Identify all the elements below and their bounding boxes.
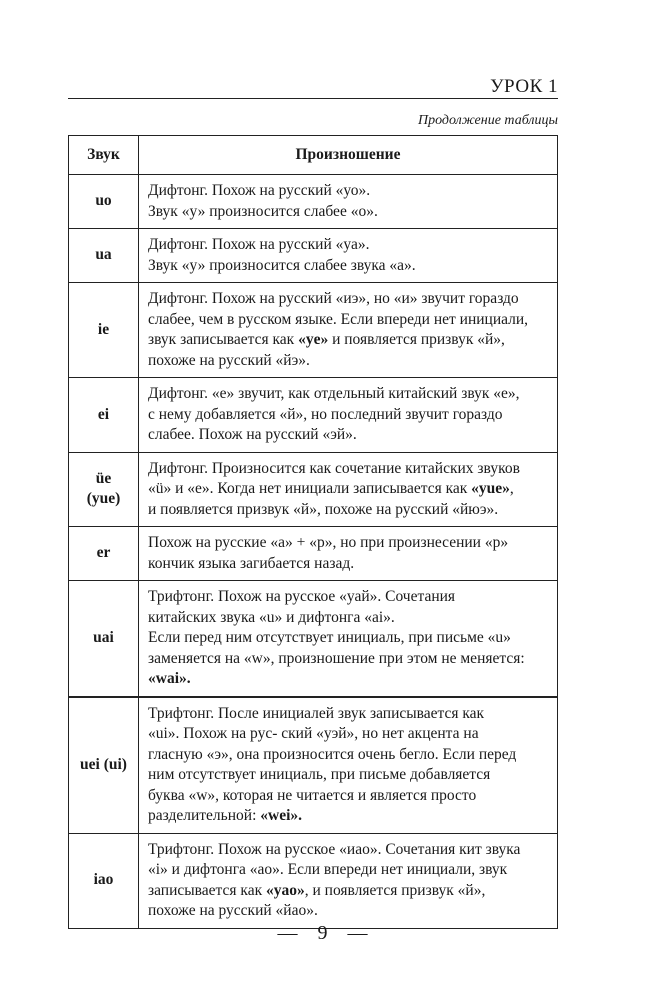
text-line: слабее. Похож на русский «эй».	[148, 426, 357, 443]
text-line: Звук «у» произносится слабее звука «а».	[148, 256, 416, 274]
pronunciation-cell	[139, 527, 558, 581]
pronunciation-cell	[139, 581, 558, 697]
footer-dash-left: —	[277, 922, 298, 944]
text-line: с нему добавляется «й», но последний звучит гораздо	[148, 405, 503, 423]
pronunciation-table	[68, 135, 558, 929]
text-line: похоже на русский «йэ».	[148, 351, 310, 369]
table-row	[69, 527, 558, 581]
text-line: «ü» и «e». Когда нет инициали записывается как «yue»,	[148, 480, 514, 497]
text-line: буква «w», которая не читается и является просто	[148, 786, 477, 804]
text-line: Трифтонг. После инициалей звук записывается как	[148, 704, 485, 722]
page-number: 9	[317, 922, 328, 944]
text-line: и появляется призвук «й», похоже на русский «йюэ».	[148, 500, 499, 518]
pronunciation-cell	[139, 697, 558, 834]
footer-dash-right: —	[347, 922, 368, 944]
text-line: звук записывается как «ye» и появляется призвук «й»,	[148, 331, 505, 348]
text-line: Похож на русские «а» + «р», но при произнесении «р»	[148, 534, 509, 551]
text-line: Дифтонг. «e» звучит, как отдельный китайский звук «e»,	[148, 385, 520, 402]
text-line: Дифтонг. Произносится как сочетание китайских звуков	[148, 459, 520, 477]
sound-cell: uai	[69, 581, 139, 697]
text-line: разделительной: «wei».	[148, 807, 303, 824]
text-line: Если перед ним отсутствует инициаль, при письме «u»	[148, 629, 511, 646]
column-header-pronunciation: Произношение	[139, 136, 558, 175]
running-title: УРОК 1	[490, 76, 558, 97]
table-row	[69, 378, 558, 453]
sound-cell: ie	[69, 283, 139, 378]
sound-cell: iao	[69, 833, 139, 928]
sound-cell: ei	[69, 378, 139, 453]
sound-cell: ua	[69, 229, 139, 283]
text-line: записывается как «yao», и появляется призвук «й»,	[148, 881, 486, 899]
sound-cell: er	[69, 527, 139, 581]
pronunciation-cell	[139, 378, 558, 453]
text-line: Дифтонг. Похож на русский «иэ», но «и» звучит гораздо	[148, 290, 519, 307]
text-line: Дифтонг. Похож на русский «уо».	[148, 182, 371, 199]
table-row	[69, 833, 558, 928]
header-rule	[68, 98, 558, 99]
text-line: Звук «у» произносится слабее «о».	[148, 202, 378, 220]
text-line: китайских звука «u» и дифтонга «ai».	[148, 608, 395, 626]
pronunciation-cell	[139, 452, 558, 527]
text-line: Дифтонг. Похож на русский «уа».	[148, 236, 370, 253]
table-header-row	[69, 136, 558, 175]
table-row	[69, 452, 558, 527]
sound-cell: uo	[69, 175, 139, 229]
sound-label: üe	[95, 469, 112, 487]
table-row	[69, 697, 558, 834]
text-line: заменяется на «w», произношение при этом не меняется:	[148, 649, 525, 667]
text-line: слабее, чем в русском языке. Если впереди нет инициали,	[148, 310, 529, 328]
text-line: «wai».	[148, 670, 191, 687]
table-row	[69, 229, 558, 283]
table-row	[69, 175, 558, 229]
sound-cell	[69, 452, 139, 527]
pronunciation-cell	[139, 283, 558, 378]
text-line: «ui». Похож на рус- ский «уэй», но нет акцента на	[148, 725, 479, 742]
table-row	[69, 283, 558, 378]
sound-cell: uei (ui)	[69, 697, 139, 834]
column-header-sound: Звук	[69, 136, 139, 175]
sound-label-alt: (yue)	[86, 490, 121, 508]
text-line: кончик языка загибается назад.	[148, 554, 355, 572]
text-line: гласную «э», она произносится очень бегло. Если перед	[148, 745, 517, 763]
pronunciation-cell	[139, 229, 558, 283]
text-line: Трифтонг. Похож на русское «уай». Сочетания	[148, 588, 456, 605]
text-line: похоже на русский «йао».	[148, 902, 318, 919]
text-line: Трифтонг. Похож на русское «иао». Сочетания кит звука	[148, 840, 521, 858]
text-line: «i» и дифтонга «ао». Если впереди нет инициали, звук	[148, 861, 508, 878]
page-footer	[0, 922, 645, 945]
pronunciation-cell	[139, 833, 558, 928]
table-continuation-note: Продолжение таблицы	[417, 113, 558, 128]
pronunciation-cell	[139, 175, 558, 229]
table-row	[69, 581, 558, 697]
text-line: ним отсутствует инициаль, при письме добавляется	[148, 766, 491, 783]
